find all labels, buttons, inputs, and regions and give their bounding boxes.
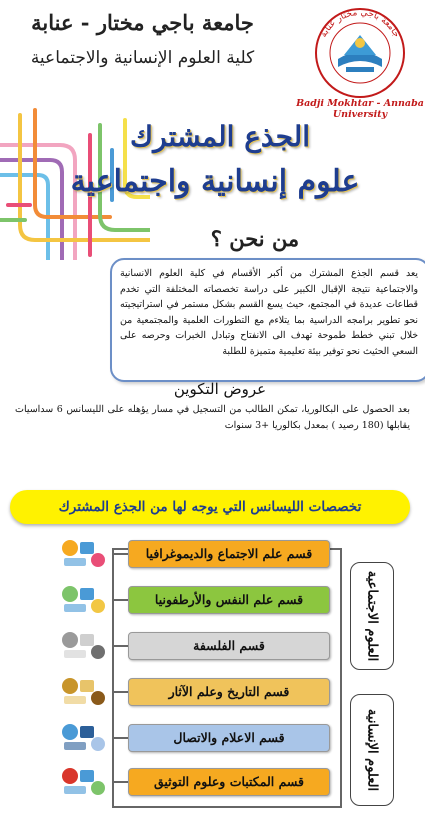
- department-item: قسم الاعلام والاتصال: [128, 724, 330, 752]
- logo-arc-text: جامعة باجي مختار عنابة: [318, 7, 402, 40]
- specialties-banner: [10, 490, 410, 524]
- specialties-title: تخصصات الليسانس التي يوجه لها من الجذع المشترك: [58, 499, 362, 515]
- social-network-icon: [58, 536, 108, 570]
- about-box: [110, 258, 425, 382]
- department-item: قسم علم الاجتماع والديموغرافيا: [128, 540, 330, 568]
- media-communication-icon: [58, 720, 108, 754]
- university-logo: [298, 5, 423, 113]
- offer-text: بعد الحصول على البكالوريا، تمكن الطالب من التسجيل في مسار يؤهله على الليسانس 6 سداسيات يقابلها (180 رصيد ) بمعدل بكالوريا +3 سنوات: [15, 404, 410, 431]
- group-human-sciences: [350, 694, 394, 806]
- about-text: يعد قسم الجذع المشترك من أكبر الأقسام في كلية العلوم الانسانية والاجتماعية نتيجة الإقبال الكبير على دراسة تخصصاته المختلفة التي تخدم قطاعات عديدة في المجتمع، حيث يسع القسم بشكل مستمر في استراتيجيته نحو تطوير برامجه الدراسية بما يتلاءم مع التطورات العلمية والمجتمعية من خلال تبني خطط طموحة تهدف الى الانفتاح وتبادل الخبرات وحرصه على السعي الحثيث نحو توفير بيئة تعليمية متميزة للطلبة: [120, 268, 418, 357]
- department-item: قسم المكتبات وعلوم التوثيق: [128, 768, 330, 796]
- history-coins-icon: [58, 674, 108, 708]
- group-human-label: العلوم الإنسانية: [364, 708, 380, 792]
- library-books-icon: [58, 764, 108, 798]
- svg-text:جامعة باجي مختار عنابة: [319, 8, 401, 39]
- offer-heading: عروض التكوين: [173, 380, 267, 398]
- psychology-puzzle-icon: [58, 582, 108, 616]
- department-item: قسم التاريخ وعلم الآثار: [128, 678, 330, 706]
- main-title-line1: الجذع المشترك: [130, 120, 310, 153]
- faculty-name: كلية العلوم الإنسانية والاجتماعية: [30, 48, 255, 68]
- university-name: جامعة باجي مختار - عنابة: [31, 10, 254, 35]
- main-title-line2: علوم إنسانية واجتماعية: [70, 164, 360, 199]
- logo-caption: Badji Mokhtar - Annaba University: [296, 98, 424, 120]
- group-social-sciences: [350, 562, 394, 670]
- brain-philosophy-icon: [58, 628, 108, 662]
- department-item: قسم علم النفس والأرطفونيا: [128, 586, 330, 614]
- about-heading: من نحن ؟: [210, 226, 300, 251]
- tree-vertical-line: [112, 548, 114, 808]
- tree-bottom-line: [112, 806, 342, 808]
- department-item: قسم الفلسفة: [128, 632, 330, 660]
- group-social-label: العلوم الاجتماعية: [364, 570, 380, 662]
- tree-right-line: [340, 548, 342, 808]
